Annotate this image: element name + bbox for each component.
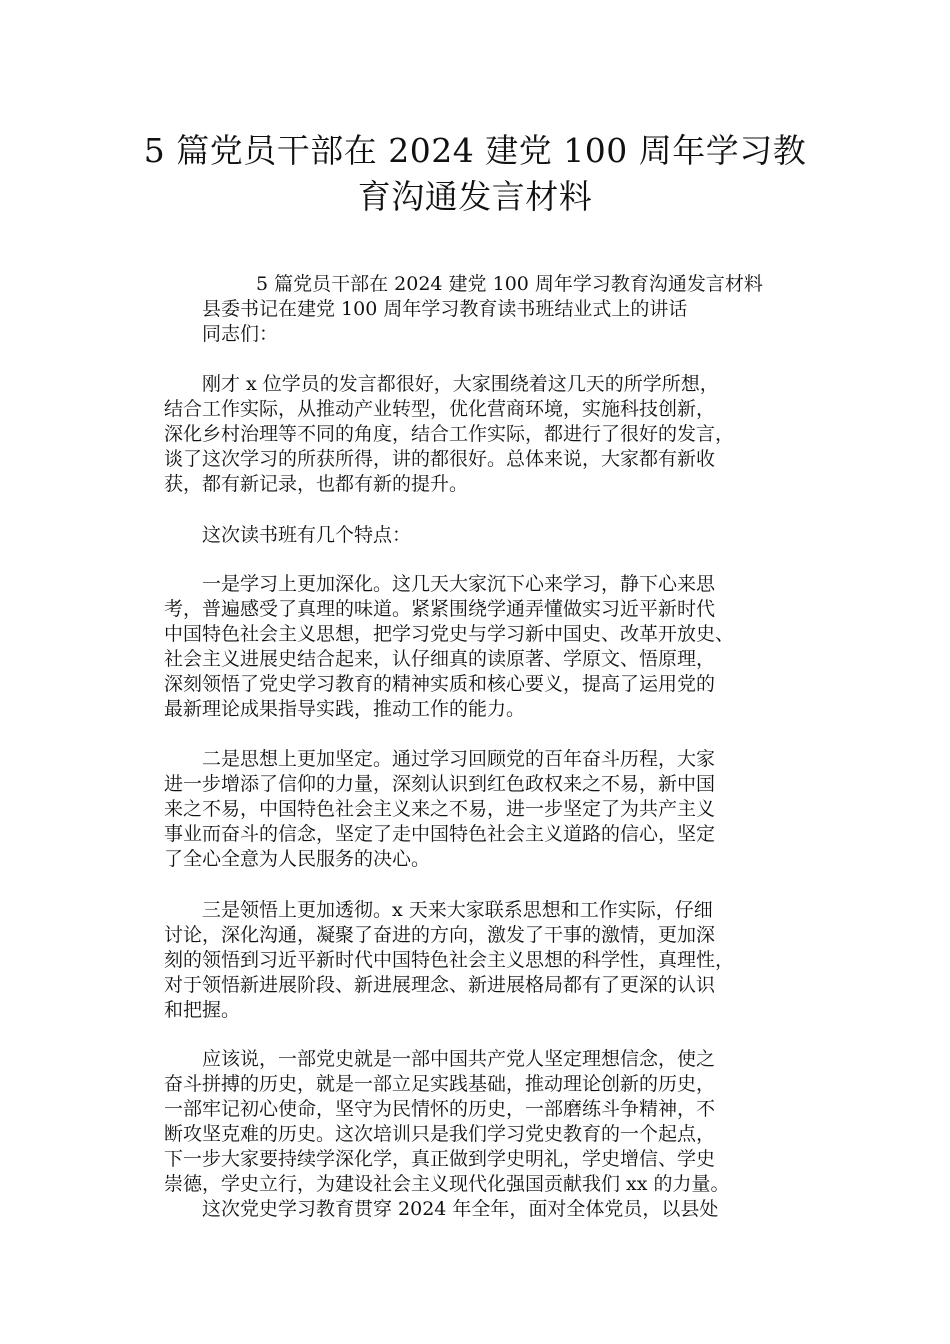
title-line: 育沟通发言材料 xyxy=(357,177,593,216)
document-title xyxy=(110,128,840,220)
text-line: 中国特色社会主义思想，把学习党史与学习新中国史、改革开放史、 xyxy=(164,623,735,645)
paragraph-1 xyxy=(164,372,824,497)
text-line: 获，都有新记录，也都有新的提升。 xyxy=(164,473,469,495)
text-line: 一部牢记初心使命，坚守为民情怀的历史，一部磨练斗争精神，不 xyxy=(164,1098,716,1120)
text-line: 谈了这次学习的所获所得，讲的都很好。总体来说，大家都有新收 xyxy=(164,448,716,470)
text-line: 了全心全意为人民服务的决心。 xyxy=(164,848,431,870)
text-line: 深刻领悟了党史学习教育的精神实质和核心要义，提高了运用党的 xyxy=(164,673,716,695)
speech-title-line: 县委书记在建党 100 周年学习教育读书班结业式上的讲话 xyxy=(202,298,688,320)
text-line: 对于领悟新进展阶段、新进展理念、新进展格局都有了更深的认识 xyxy=(164,974,716,996)
text-line: 最新理论成果指导实践，推动工作的能力。 xyxy=(164,698,526,720)
text-line: 一是学习上更加深化。这几天大家沉下心来学习，静下心来思 xyxy=(202,573,716,595)
paragraph-3 xyxy=(164,572,824,722)
text-line: 讨论，深化沟通，凝聚了奋进的方向，激发了干事的激情，更加深 xyxy=(164,924,716,946)
paragraph-2 xyxy=(202,523,824,548)
paragraph-5 xyxy=(164,898,824,1023)
text-line: 考，普遍感受了真理的味道。紧紧围绕学通弄懂做实习近平新时代 xyxy=(164,598,716,620)
text-line: 奋斗拼搏的历史，就是一部立足实践基础，推动理论创新的历史， xyxy=(164,1073,716,1095)
text-line: 这次党史学习教育贯穿 2024 年全年，面对全体党员，以县处 xyxy=(202,1198,719,1220)
paragraph-6 xyxy=(164,1047,824,1222)
subtitle-line: 5 篇党员干部在 2024 建党 100 周年学习教育沟通发言材料 xyxy=(256,273,763,295)
title-line: 5 篇党员干部在 2024 建党 100 周年学习教 xyxy=(143,131,807,170)
text-line: 和把握。 xyxy=(164,999,241,1021)
text-line: 应该说，一部党史就是一部中国共产党人坚定理想信念，使之 xyxy=(202,1048,716,1070)
text-line: 进一步增添了信仰的力量，深刻认识到红色政权来之不易，新中国 xyxy=(164,773,716,795)
text-line: 三是领悟上更加透彻。x 天来大家联系思想和工作实际，仔细 xyxy=(202,899,713,921)
text-line: 事业而奋斗的信念，坚定了走中国特色社会主义道路的信心，坚定 xyxy=(164,823,716,845)
text-line: 深化乡村治理等不同的角度，结合工作实际，都进行了很好的发言， xyxy=(164,423,735,445)
text-line: 来之不易，中国特色社会主义来之不易，进一步坚定了为共产主义 xyxy=(164,798,716,820)
text-line: 下一步大家要持续学深化学，真正做到学史明礼，学史增信、学史 xyxy=(164,1148,716,1170)
text-line: 刚才 x 位学员的发言都很好，大家围绕着这几天的所学所想， xyxy=(202,373,719,395)
text-line: 结合工作实际，从推动产业转型，优化营商环境，实施科技创新， xyxy=(164,398,716,420)
text-line: 社会主义进展史结合起来，认仔细真的读原著、学原文、悟原理， xyxy=(164,648,716,670)
text-line: 崇德，学史立行，为建设社会主义现代化强国贡献我们 xx 的力量。 xyxy=(164,1173,730,1195)
document-header-block xyxy=(202,272,842,347)
text-line: 刻的领悟到习近平新时代中国特色社会主义思想的科学性，真理性， xyxy=(164,949,735,971)
salutation-line: 同志们： xyxy=(202,323,279,345)
paragraph-4 xyxy=(164,747,824,872)
text-line: 断攻坚克难的历史。这次培训只是我们学习党史教育的一个起点， xyxy=(164,1123,716,1145)
text-line: 二是思想上更加坚定。通过学习回顾党的百年奋斗历程，大家 xyxy=(202,748,716,770)
text-line: 这次读书班有几个特点： xyxy=(202,524,412,546)
